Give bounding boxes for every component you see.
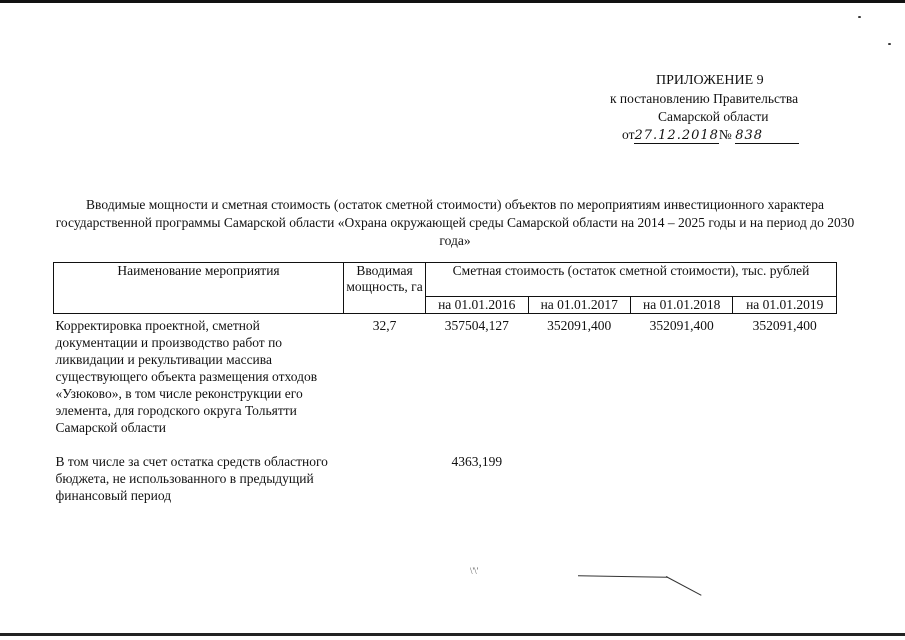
row-value: 352091,400 <box>649 318 714 333</box>
pen-mark: \'\' <box>470 566 479 576</box>
appendix-title: ПРИЛОЖЕНИЕ 9 <box>656 73 764 88</box>
row-name: В том числе за счет остатка средств областного бюджета, не использованного в предыдущий финансовый период <box>55 454 328 503</box>
header-cost-group: Сметная стоимость (остаток сметной стоимости), тыс. рублей <box>426 263 837 297</box>
scan-speck <box>888 43 891 45</box>
appendix-line-resolution: к постановлению Правительства <box>610 91 799 106</box>
signature-stroke-tail <box>666 576 702 596</box>
header-date: на 01.01.2018 <box>630 297 732 314</box>
row-value: 357504,127 <box>444 318 509 333</box>
table-header-row <box>54 263 837 297</box>
row-value <box>630 436 732 504</box>
scan-speck <box>858 16 861 18</box>
row-value: 4363,199 <box>451 454 503 469</box>
header-date: на 01.01.2017 <box>528 297 630 314</box>
handwritten-date: 27.12.2018 <box>634 128 719 143</box>
row-value: 352091,400 <box>547 318 612 333</box>
date-prefix: от <box>622 127 635 142</box>
handwritten-number: 838 <box>735 128 799 144</box>
row-value <box>528 436 630 504</box>
signature-stroke <box>578 575 668 578</box>
number-prefix: № <box>718 127 732 142</box>
header-name: Наименование мероприятия <box>54 263 344 314</box>
table-row <box>54 436 837 504</box>
header-date: на 01.01.2016 <box>426 297 528 314</box>
table-row <box>54 314 837 437</box>
appendix-line-region: Самарской области <box>658 109 769 124</box>
investment-table <box>53 262 837 504</box>
appendix-date-number <box>622 126 799 144</box>
row-value: 352091,400 <box>752 318 817 333</box>
row-name: Корректировка проектной, сметной документации и производство работ по ликвидации и рекультивации массива существующего объекта размещения отходов «Узюково», в том числе реконструкции его элемента, для городского округа Тольятти Самарской области <box>55 318 318 435</box>
header-date: на 01.01.2019 <box>733 297 837 314</box>
document-title: Вводимые мощности и сметная стоимость (остаток сметной стоимости) объектов по мероприятиям инвестиционного характера государственной программы Самарской области «Охрана окружающей среды Самарской области на 2014 – 2025 годы и на период до 2030 года» <box>55 197 855 248</box>
header-capacity: Вводимая мощность, га <box>344 263 426 314</box>
row-capacity: 32,7 <box>372 318 397 333</box>
row-value <box>733 436 837 504</box>
scan-bottom-edge <box>0 633 905 636</box>
scan-top-edge <box>0 0 905 3</box>
row-capacity <box>344 436 426 504</box>
